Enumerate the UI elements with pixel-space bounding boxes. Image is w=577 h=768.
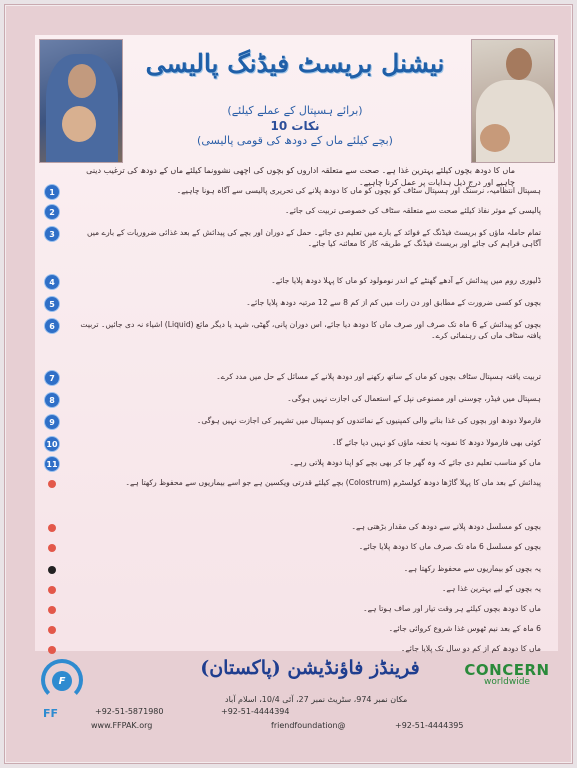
point-text: ہسپتال انتظامیہ، نرسنگ اور ہسپتال سٹاف کو بچوں کو ماں کا دودھ پلانے کی تحریری پالیسی سے آگاہ ہونا چاہیے۔ — [176, 186, 541, 195]
point-number-badge: 5 — [45, 297, 59, 311]
policy-point — [45, 205, 545, 219]
point-number-badge: 10 — [45, 437, 59, 451]
ff-logo-mark-icon: F — [52, 671, 72, 691]
policy-point — [45, 371, 545, 385]
bullet-icon — [48, 606, 56, 614]
benefit-text: یہ بچوں کے لیے بہترین غذا ہے۔ — [441, 584, 541, 593]
point-number-badge: 9 — [45, 415, 59, 429]
policy-point — [45, 275, 545, 289]
mother-child-photo-left — [39, 39, 123, 163]
point-number-badge: 8 — [45, 393, 59, 407]
benefit-text: ماں کا دودھ کم از کم دو سال تک پلایا جائے۔ — [400, 644, 541, 653]
benefit-item — [45, 477, 545, 488]
benefit-text: بچوں کو مسلسل 6 ماہ تک صرف ماں کا دودھ پلایا جائے۔ — [358, 542, 541, 551]
ff-logo — [35, 659, 89, 725]
points-count: 10 نکات — [270, 119, 320, 133]
concern-logo-text: CONCERN — [464, 661, 550, 679]
benefit-text: بچوں کو مسلسل دودھ پلانے سے دودھ کی مقدار بڑھتی ہے۔ — [351, 522, 541, 531]
poster — [4, 4, 573, 764]
point-text: ڈلیوری روم میں پیدائش کے آدھے گھنٹے کے اندر نومولود کو ماں کا پہلا دودھ پلایا جائے۔ — [271, 276, 541, 285]
ff-logo-label: FF — [43, 707, 59, 720]
intro-text: ماں کا دودھ بچوں کیلئے بہترین غذا ہے۔ صحت سے متعلقہ اداروں کو بچوں کی اچھی نشوونما کیلئے ماں کے دودھ کی ترغیب دینی چاہیے اور درج ذیل ہدایات پر عمل کرنا چاہیے۔ — [86, 166, 515, 187]
email-address[interactable]: friendfoundation@ — [271, 721, 346, 730]
point-text: تمام حاملہ ماؤں کو بریسٹ فیڈنگ کے فوائد کے بارے میں تعلیم دی جائے۔ حمل کے دوران اور بچے کی پیدائش کے بعد غذائی ضروریات کے بارے میں آگاہی فراہم کی جائے اور بریسٹ فیڈنگ کے طریقہ کار کا معائنہ کیا جائے۔ — [86, 228, 541, 248]
benefit-text: ماں کا دودھ بچوں کیلئے ہر وقت تیار اور صاف ہوتا ہے۔ — [363, 604, 541, 613]
benefit-text: یہ بچوں کو بیماریوں سے محفوظ رکھتا ہے۔ — [403, 564, 541, 573]
phone-1: +92-51-4444394 — [221, 707, 290, 716]
point-text: ماں کو مناسب تعلیم دی جائے کہ وہ گھر جا کر بھی بچے کو اپنا دودھ پلاتی رہے۔ — [289, 458, 541, 467]
point-text: ہسپتال میں فیڈر، چوسنی اور مصنوعی نپل کے استعمال کی اجازت نہیں ہوگی۔ — [287, 394, 541, 403]
benefit-text: پیدائش کے بعد ماں کا پہلا گاڑھا دودھ کولسٹرم (Colostrum) بچے کیلئے قدرتی ویکسین ہے جو اسے بیماریوں سے محفوظ رکھتا ہے۔ — [125, 478, 541, 487]
bullet-icon — [48, 626, 56, 634]
fax-number: +92-51-4444395 — [395, 721, 464, 730]
point-text: تربیت یافتہ ہسپتال سٹاف بچوں کو ماں کے ساتھ رکھنے اور دودھ پلانے کے مسائل کے حل میں مدد کرے۔ — [216, 372, 541, 381]
point-number-badge: 11 — [45, 457, 59, 471]
page-title: نیشنل بریسٹ فیڈنگ پالیسی — [145, 49, 445, 78]
benefit-item — [45, 603, 545, 614]
policy-point — [45, 319, 545, 341]
policy-point — [45, 393, 545, 407]
point-text: پالیسی کے موثر نفاذ کیلئے صحت سے متعلقہ سٹاف کی خصوصی تربیت کی جائے۔ — [284, 206, 541, 215]
point-number-badge: 7 — [45, 371, 59, 385]
policy-point — [45, 415, 545, 429]
address-text: مکان نمبر 974، سٹریٹ نمبر 27، آئی 10/4، اسلام آباد — [225, 695, 408, 704]
benefit-item — [45, 583, 545, 594]
policy-point — [45, 297, 545, 311]
website-link[interactable]: www.FFPAK.org — [91, 721, 153, 730]
benefit-text: 6 ماہ کے بعد نیم ٹھوس غذا شروع کروائی جائے۔ — [388, 624, 541, 633]
policy-point — [45, 185, 545, 199]
bullet-icon — [48, 544, 56, 552]
benefit-item — [45, 541, 545, 552]
mother-child-photo-right — [471, 39, 555, 163]
point-text: فارمولا دودھ اور بچوں کی غذا بنانے والی کمپنیوں کے نمائندوں کو ہسپتال میں تشہیر کی اجازت نہیں ہوگی۔ — [196, 416, 541, 425]
phone-2: +92-51-5871980 — [95, 707, 164, 716]
point-number-badge: 6 — [45, 319, 59, 333]
bullet-icon — [48, 646, 56, 654]
concern-logo-subtext: worldwide — [484, 677, 530, 687]
benefit-item — [45, 643, 545, 654]
org-name: فرینڈز فاؤنڈیشن (پاکستان) — [200, 657, 420, 679]
policy-point — [45, 227, 545, 249]
benefit-item — [45, 521, 545, 532]
benefit-item — [45, 623, 545, 634]
benefit-item — [45, 563, 545, 574]
point-text: بچوں کو پیدائش کے 6 ماہ تک صرف اور صرف ماں کا دودھ دیا جائے، اس دوران پانی، گھٹی، شہد یا دیگر مائع (Liquid) اشیاء نہ دی جائیں۔ تربیت یافتہ سٹاف ماں کی رہنمائی کرے۔ — [80, 320, 541, 340]
point-number-badge: 3 — [45, 227, 59, 241]
bullet-icon — [48, 524, 56, 532]
point-number-badge: 1 — [45, 185, 59, 199]
point-number-badge: 2 — [45, 205, 59, 219]
point-number-badge: 4 — [45, 275, 59, 289]
concern-logo — [457, 661, 557, 687]
footer — [35, 655, 558, 739]
bullet-icon — [48, 586, 56, 594]
subtitle-policy: (بچے کیلئے ماں کے دودھ کی قومی پالیسی) — [197, 134, 393, 147]
subtitle-staff: (برائے ہسپتال کے عملے کیلئے) — [227, 104, 363, 117]
point-text: بچوں کو کسی ضرورت کے مطابق اور دن رات میں کم از کم 8 سے 12 مرتبہ دودھ پلایا جائے۔ — [246, 298, 541, 307]
bullet-icon — [48, 480, 56, 488]
bullet-icon — [48, 566, 56, 574]
point-text: کوئی بھی فارمولا دودھ کا نمونہ یا تحفہ ماؤں کو نہیں دیا جائے گا۔ — [331, 438, 541, 447]
policy-point — [45, 437, 545, 451]
policy-point — [45, 457, 545, 471]
